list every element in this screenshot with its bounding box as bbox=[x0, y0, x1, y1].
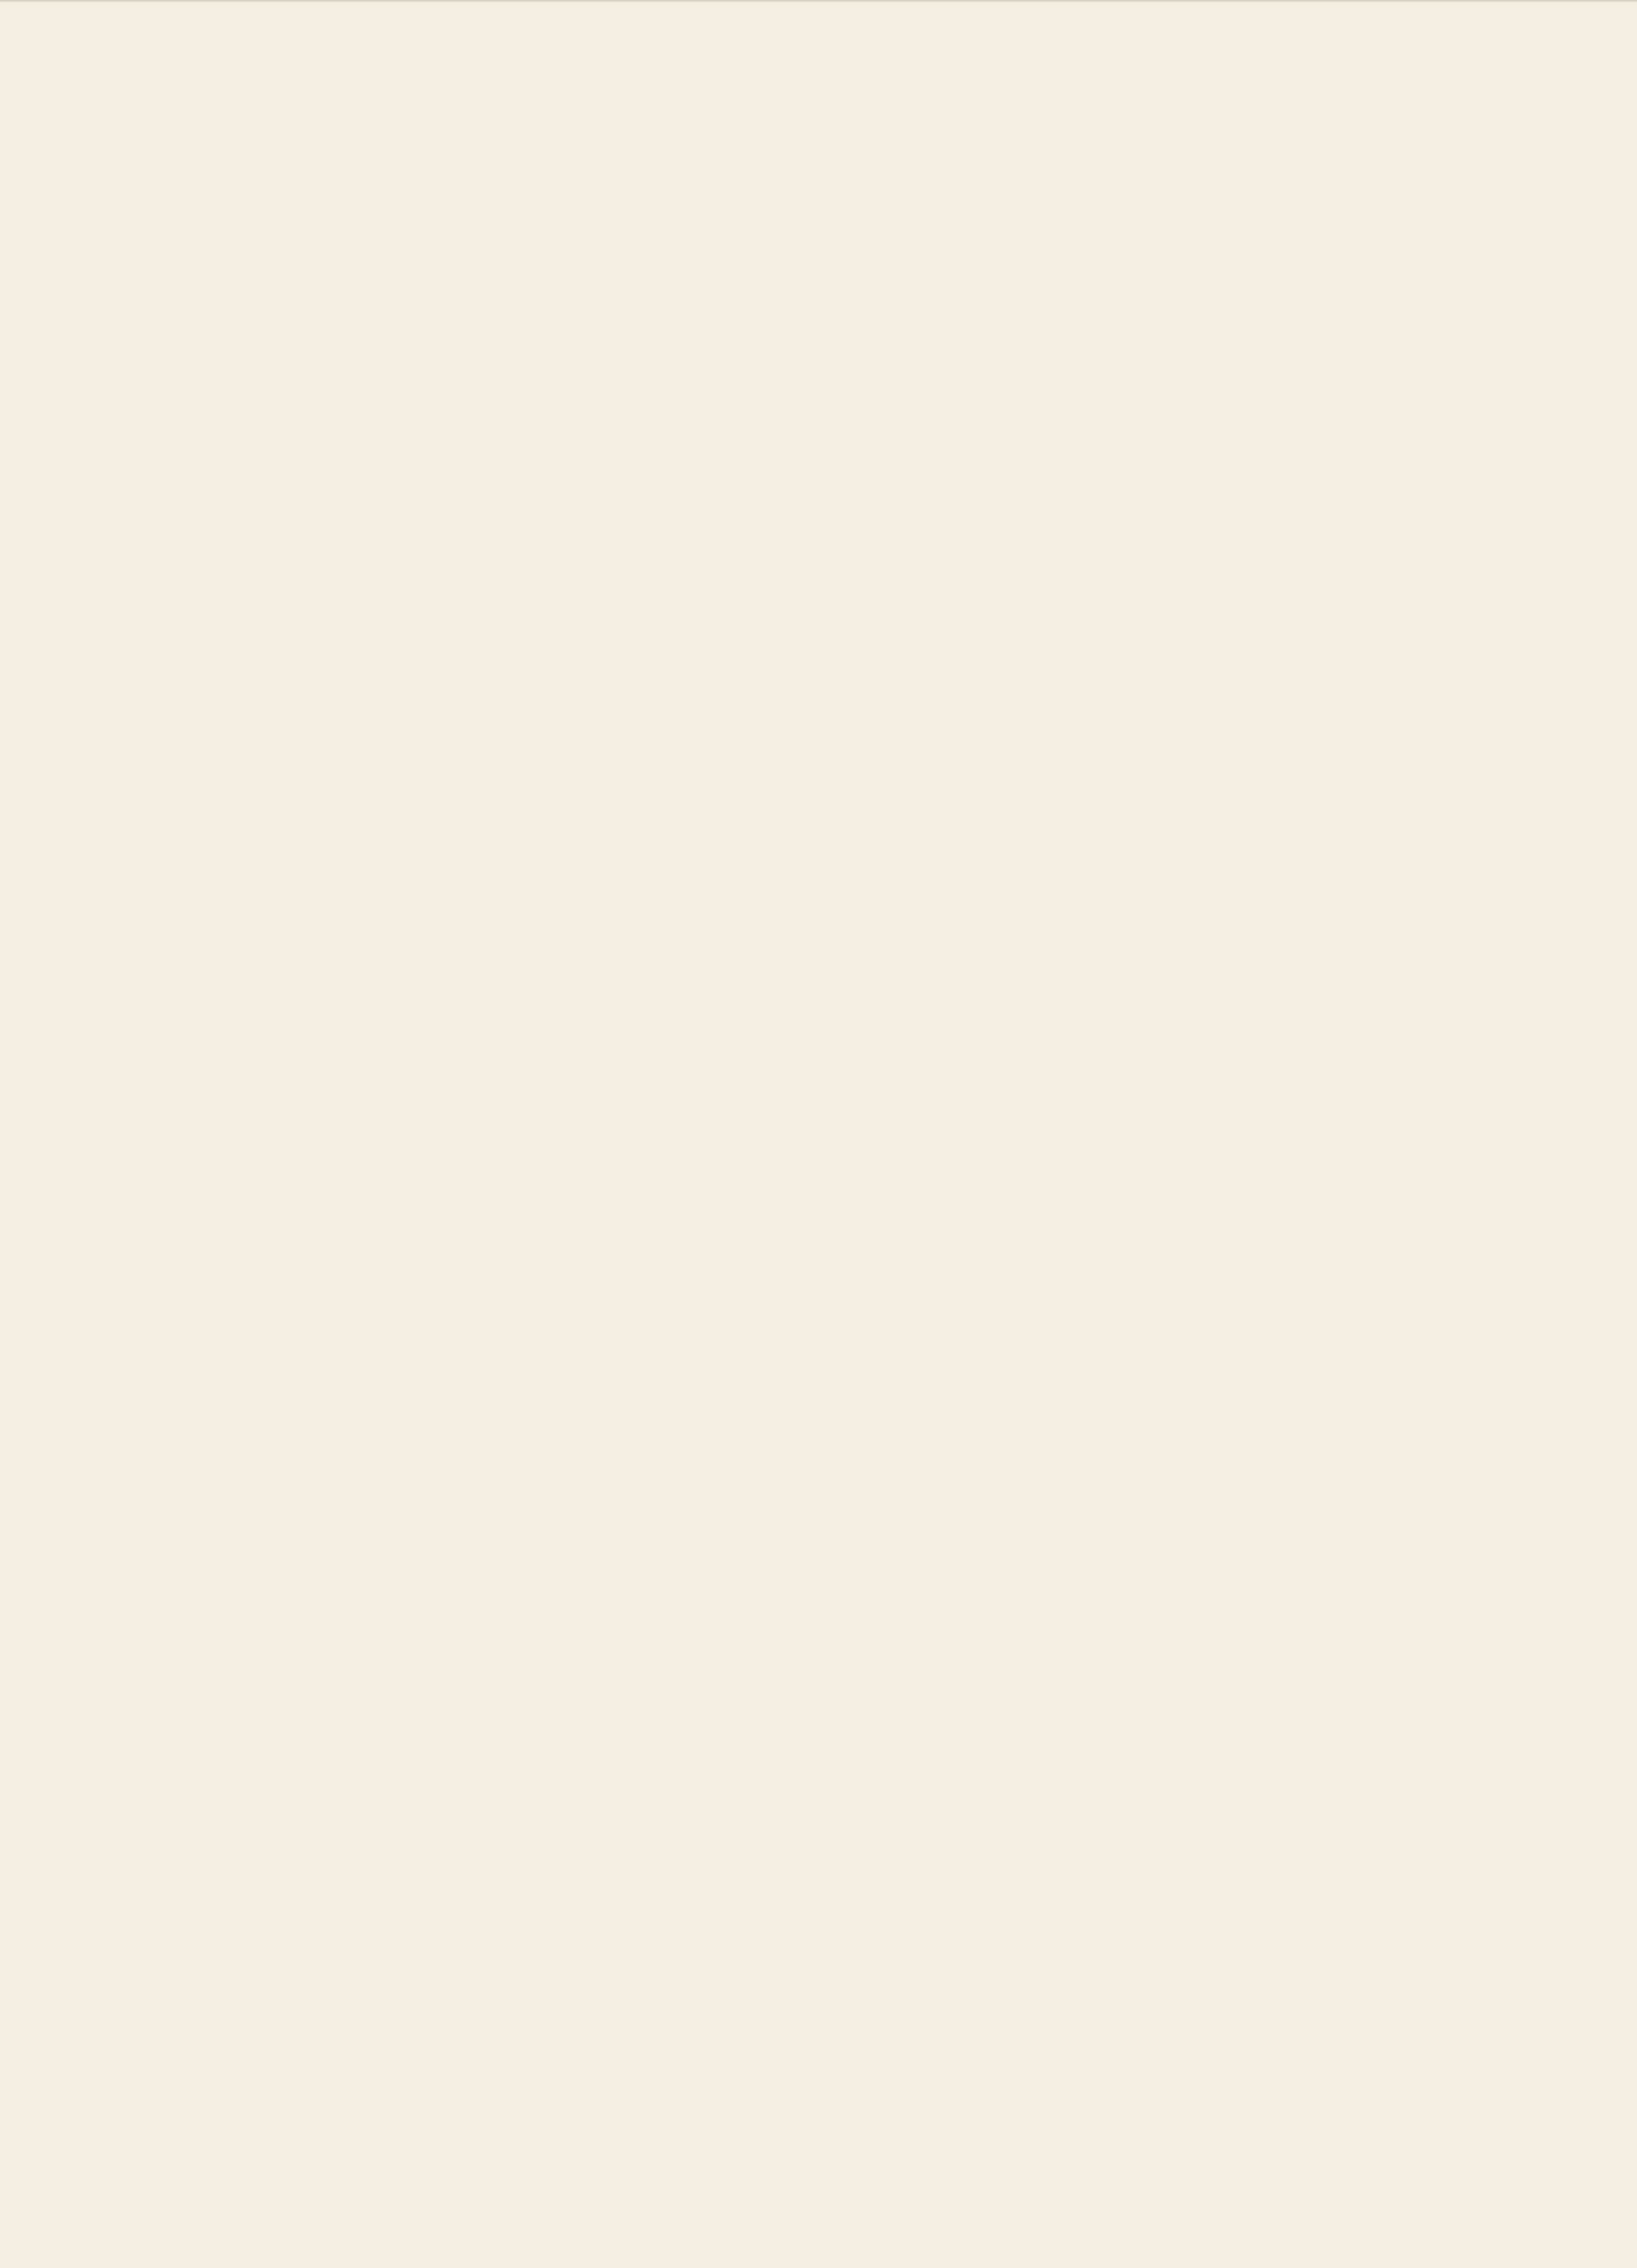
top-edge-rule bbox=[0, 0, 1637, 2]
